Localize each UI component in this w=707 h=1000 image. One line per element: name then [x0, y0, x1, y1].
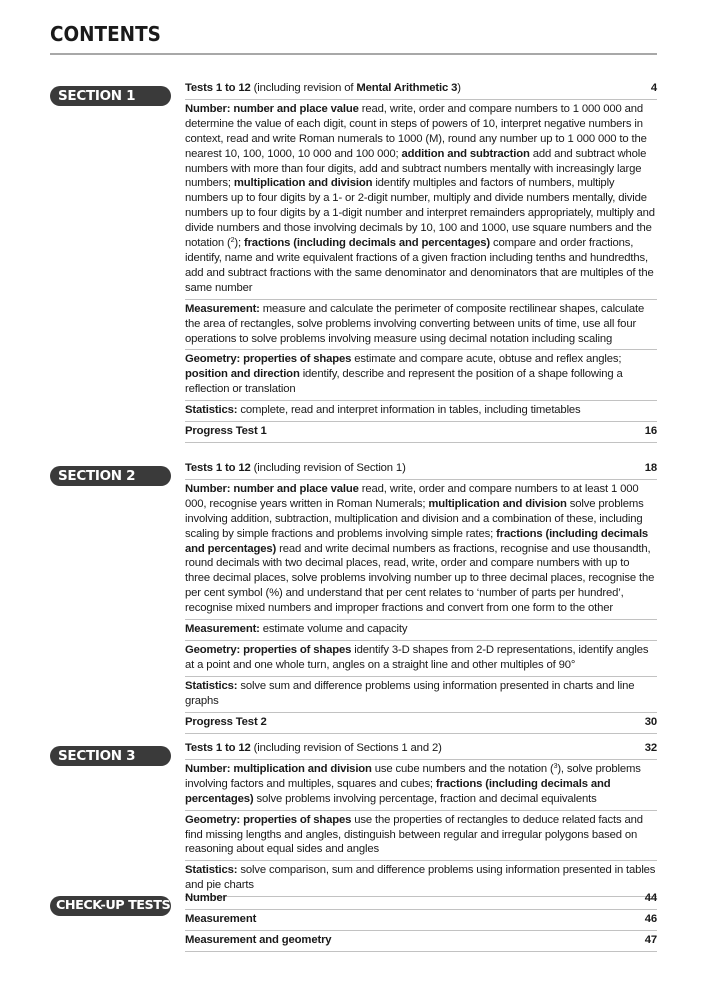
- topic-description: [185, 480, 657, 620]
- toc-entry[interactable]: [185, 79, 657, 100]
- topic-text: estimate volume and capacity: [259, 623, 408, 636]
- section-badge: SECTION 3: [50, 746, 171, 766]
- topic-text: compare and order fractions, identify, name and write equivalent fractions of a given fraction including tenths and hundredths, add and subtract fractions with the same denominator and denominators that are multiples of the same number: [185, 237, 654, 294]
- topic-heading: position and direction: [185, 368, 300, 381]
- page-number: 32: [644, 742, 657, 754]
- toc-entry-title: [185, 933, 331, 948]
- topic-text: use the properties of rectangles to deduce related facts and find missing lengths and angles, distinguish between regular and irregular polygons based on reasoning about equal sides and angles: [185, 813, 643, 856]
- topic-text: read and write decimal numbers as fractions, recognise and use thousandth, round decimals with two decimal places, read, write, order and compare numbers with up to three decimal places, solve problems involving number up to three decimal places, recognise the per cent symbol (%) and understand that per cent relates to ‘number of parts per hundred’, recognise mixed numbers and improper fractions and convert from one form to the other: [185, 542, 655, 615]
- superscript: 3: [553, 762, 558, 770]
- topic-heading: Number: multiplication and division: [185, 762, 372, 775]
- topic-heading: Statistics:: [185, 404, 238, 417]
- toc-entry-title: [185, 715, 267, 730]
- topic-description: [185, 760, 657, 811]
- toc-entry[interactable]: [185, 910, 657, 931]
- section-rows: [185, 739, 657, 897]
- section-badge: SECTION 1: [50, 86, 171, 106]
- topic-text: ), solve problems involving factors and multiples, squares and cubes;: [185, 762, 641, 790]
- topic-text: identify multiples and factors of numbers, multiply numbers up to four digits by a 1- or 2-digit number, multiply and divide numbers mentally, divide numbers up to four digits by a 1-digit number and interpret remainders appropriately, multiply and divide numbers and those involving decimals by 10, 100 and 1000, use square numbers and the notation (: [185, 177, 655, 250]
- topic-heading: Geometry: properties of shapes: [185, 353, 352, 366]
- section-badge: SECTION 2: [50, 466, 171, 486]
- topic-description: [185, 300, 657, 351]
- toc-entry-title: [185, 741, 442, 756]
- entry-title-text: (including revision of Section 1): [250, 462, 406, 474]
- topic-heading: Number: number and place value: [185, 102, 359, 115]
- topic-text: identify 3-D shapes from 2-D representations, identify angles at a point and one whole turn, angles on a straight line and other multiples of 90°: [185, 643, 649, 671]
- topic-description: [185, 401, 657, 422]
- toc-entry-title: [185, 81, 461, 96]
- topic-description: [185, 811, 657, 862]
- toc-entry-title: [185, 912, 256, 927]
- topic-text: read, write, order and compare numbers to 1 000 000 and determine the value of each digit, count in steps of powers of 10, interpret negative numbers in context, read and write Roman numerals to 1000 (M), round any number up to 1 000 000 to the nearest 10, 100, 1000, 10 000 and 100 000;: [185, 102, 647, 160]
- topic-text: use cube numbers and the notation (: [371, 762, 554, 775]
- entry-title-bold: Tests 1 to 12: [185, 82, 251, 94]
- section-rows: [185, 79, 657, 443]
- topic-text: );: [234, 237, 244, 250]
- toc-entry[interactable]: [185, 739, 657, 760]
- entry-title-bold: Progress Test 1: [185, 425, 267, 438]
- topic-heading: Measurement:: [185, 302, 260, 315]
- toc-entry[interactable]: [185, 931, 657, 952]
- page-number: 47: [644, 933, 657, 946]
- toc-entry[interactable]: [185, 422, 657, 443]
- entry-title-text: (including revision of Sections 1 and 2): [250, 742, 442, 754]
- topic-text: measure and calculate the perimeter of composite rectilinear shapes, calculate the area of rectangles, solve problems involving converting between units of time, use all four operations to solve problems involving measure using decimal notation including scaling: [185, 302, 645, 345]
- topic-heading: multiplication and division: [233, 177, 373, 190]
- topic-description: [185, 677, 657, 713]
- topic-heading: Geometry: properties of shapes: [185, 643, 352, 656]
- topic-heading: Geometry: properties of shapes: [185, 813, 352, 826]
- topic-heading: Statistics:: [185, 864, 238, 877]
- superscript: 2: [230, 237, 235, 245]
- topic-text: identify, describe and represent the position of a shape following a reflection or translation: [185, 368, 623, 396]
- topic-text: estimate and compare acute, obtuse and reflex angles;: [351, 353, 622, 366]
- toc-entry-title: [185, 461, 406, 476]
- toc-entry[interactable]: [185, 889, 657, 910]
- topic-heading: addition and subtraction: [401, 147, 530, 160]
- topic-text: complete, read and interpret information in tables, including timetables: [237, 404, 581, 417]
- topic-text: solve sum and difference problems using information presented in charts and line graphs: [185, 679, 635, 707]
- entry-title-bold: Tests 1 to 12: [185, 742, 251, 754]
- entry-title-bold: Progress Test 2: [185, 715, 267, 728]
- toc-entry-title: [185, 424, 267, 439]
- title-divider: [50, 53, 657, 55]
- section-badge: CHECK-UP TESTS: [50, 896, 171, 916]
- topic-description: [185, 620, 657, 641]
- page-number: 44: [644, 892, 657, 904]
- topic-heading: fractions (including decimals and percentages): [185, 777, 611, 805]
- entry-title-text: ): [457, 82, 461, 94]
- topic-description: [185, 350, 657, 401]
- entry-title-bold: Mental Arithmetic 3: [356, 82, 458, 94]
- topic-heading: Measurement:: [185, 623, 260, 636]
- page-number: 4: [650, 82, 657, 94]
- entry-title-text: (including revision of: [250, 82, 357, 94]
- page-title: CONTENTS: [50, 22, 161, 46]
- topic-text: solve comparison, sum and difference problems using information presented in tables and pie charts: [185, 864, 656, 892]
- page-number: 46: [644, 912, 657, 925]
- section-rows: [185, 459, 657, 734]
- topic-heading: fractions (including decimals and percentages): [243, 237, 491, 250]
- topic-heading: Statistics:: [185, 679, 238, 692]
- topic-text: read, write, order and compare numbers to at least 1 000 000, recognise years written in Roman Numerals;: [185, 482, 639, 510]
- topic-heading: fractions (including decimals and percentages): [185, 527, 649, 555]
- topic-description: [185, 641, 657, 677]
- toc-entry-title: [185, 891, 227, 906]
- topic-heading: Number: number and place value: [185, 482, 359, 495]
- topic-description: [185, 100, 657, 300]
- entry-title-bold: Measurement and geometry: [185, 933, 332, 946]
- topic-text: add and subtract whole numbers with more than four digits, add and subtract numbers mentally with increasingly large numbers;: [185, 147, 647, 190]
- topic-text: solve problems involving percentage, fraction and decimal equivalents: [253, 792, 597, 805]
- toc-entry[interactable]: [185, 459, 657, 480]
- topic-text: solve problems involving addition, subtraction, multiplication and division and a combination of these, including scaling by simple fractions and problems involving simple rates;: [185, 497, 644, 540]
- toc-entry[interactable]: [185, 713, 657, 734]
- section-rows: [185, 889, 657, 952]
- page-number: 18: [644, 462, 657, 474]
- entry-title-bold: Number: [185, 892, 227, 904]
- entry-title-bold: Tests 1 to 12: [185, 462, 251, 474]
- topic-heading: multiplication and division: [428, 497, 567, 510]
- entry-title-bold: Measurement: [185, 912, 257, 925]
- page-number: 16: [644, 425, 657, 438]
- page-number: 30: [644, 715, 657, 728]
